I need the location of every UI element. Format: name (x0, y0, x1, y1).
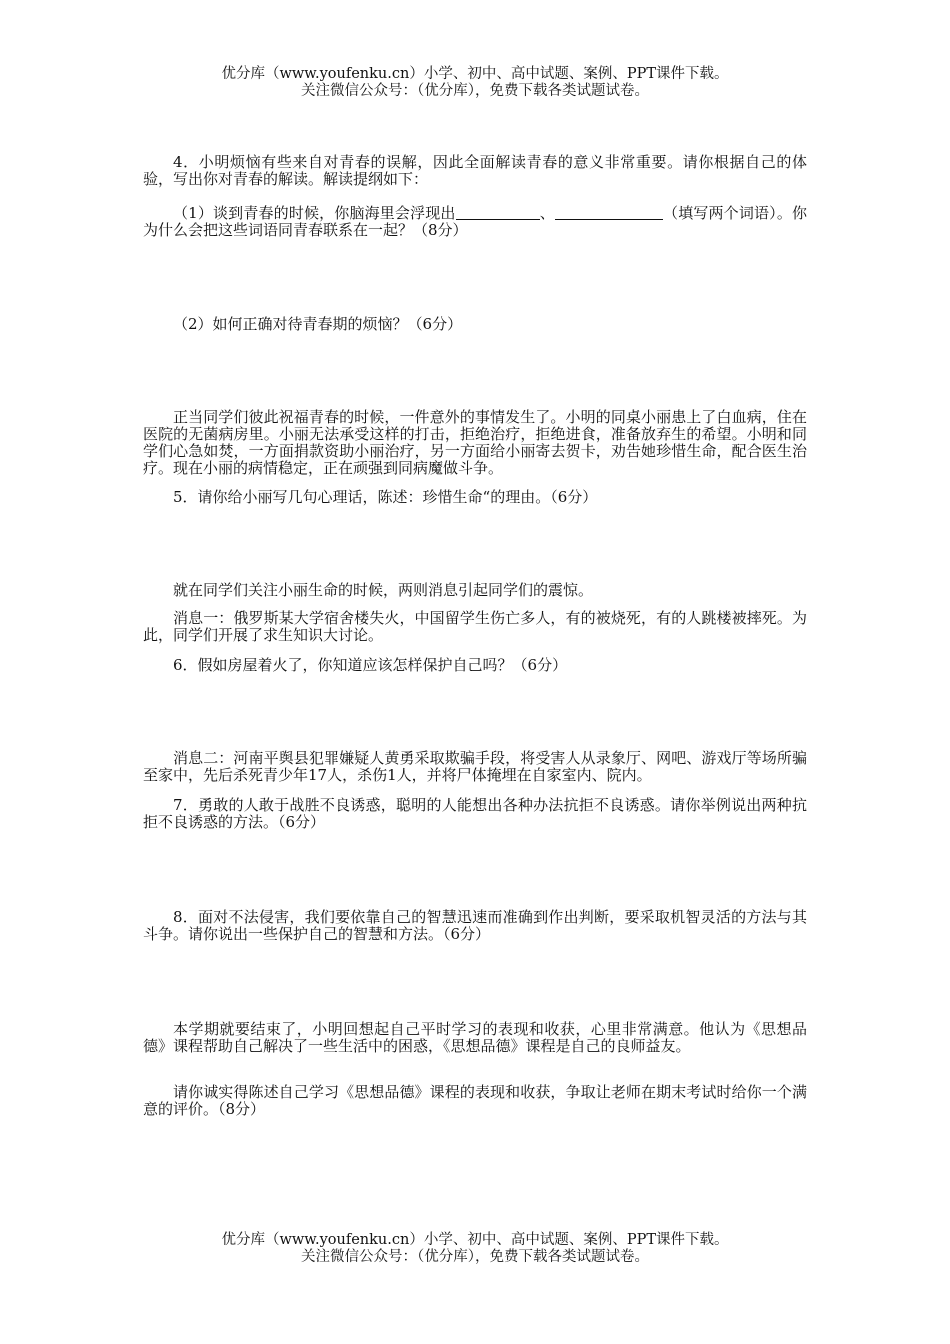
question-8: 8．面对不法侵害，我们要依靠自己的智慧迅速而准确到作出判断，要采取机智灵活的方法与其斗争。请你说出一些保护自己的智慧和方法。（6分） (143, 908, 807, 943)
closing-paragraph: 本学期就要结束了，小明回想起自己平时学习的表现和收获，心里非常满意。他认为《思想品德》课程帮助自己解决了一些生活中的困惑，《思想品德》课程是自己的良师益友。 (143, 1020, 807, 1055)
q4-part1-lead: （1）谈到青春的时候，你脑海里会浮现出 (173, 204, 456, 222)
q4-part1-separator: 、 (539, 204, 555, 222)
answer-blank-1[interactable] (456, 205, 540, 220)
final-question: 请你诚实得陈述自己学习《思想品德》课程的表现和收获，争取让老师在期末考试时给你一个满意的评价。（8分） (143, 1083, 807, 1118)
page-footer (0, 1232, 950, 1266)
question-4-part-1 (143, 205, 807, 239)
question-4-stem: 4．小明烦恼有些来自对青春的误解，因此全面解读青春的意义非常重要。请你根据自己的体验，写出你对青春的解读。解读提纲如下： (143, 153, 807, 188)
question-7: 7．勇敢的人敢于战胜不良诱惑，聪明的人能想出各种办法抗拒不良诱惑。请你举例说出两种抗拒不良诱惑的方法。（6分） (143, 796, 807, 831)
question-5: 5．请你给小丽写几句心理话，陈述：珍惜生命“的理由。（6分） (173, 488, 598, 506)
question-6: 6．假如房屋着火了，你知道应该怎样保护自己吗？（6分） (173, 656, 568, 674)
footer-line-2: 关注微信公众号：（优分库），免费下载各类试题试卷。 (301, 1249, 649, 1265)
q4-part1-tail: （填写两个词语）。你为什么会把这些词语同青春联系在一起？（8分） (143, 204, 807, 239)
story-paragraph-1: 正当同学们彼此祝福青春的时候，一件意外的事情发生了。小明的同桌小丽患上了白血病，住在医院的无菌病房里。小丽无法承受这样的打击，拒绝治疗，拒绝进食，准备放弃生的希望。小明和同学们心急如焚，一方面捐款资助小丽治疗，另一方面给小丽寄去贺卡，劝告她珍惜生命，配合医生治疗。现在小丽的病情稳定，正在顽强到同病魔做斗争。 (143, 408, 807, 477)
story-paragraph-2: 就在同学们关注小丽生命的时候，两则消息引起同学们的震惊。 (173, 581, 594, 599)
answer-blank-2[interactable] (555, 205, 663, 220)
question-4-part-2: （2）如何正确对待青春期的烦恼？（6分） (173, 315, 463, 333)
header-line-2: 关注微信公众号：（优分库），免费下载各类试题试卷。 (301, 83, 649, 99)
footer-line-1: 优分库（www.youfenku.cn）小学、初中、高中试题、案例、PPT课件下载。 (221, 1232, 729, 1248)
message-two: 消息二：河南平舆县犯罪嫌疑人黄勇采取欺骗手段，将受害人从录象厅、网吧、游戏厅等场所骗至家中，先后杀死青少年17人，杀伤1人，并将尸体掩埋在自家室内、院内。 (143, 749, 807, 784)
page-header (0, 66, 950, 100)
header-line-1: 优分库（www.youfenku.cn）小学、初中、高中试题、案例、PPT课件下载。 (221, 66, 729, 82)
message-one: 消息一：俄罗斯某大学宿舍楼失火，中国留学生伤亡多人，有的被烧死，有的人跳楼被摔死。为此，同学们开展了求生知识大讨论。 (143, 609, 807, 644)
